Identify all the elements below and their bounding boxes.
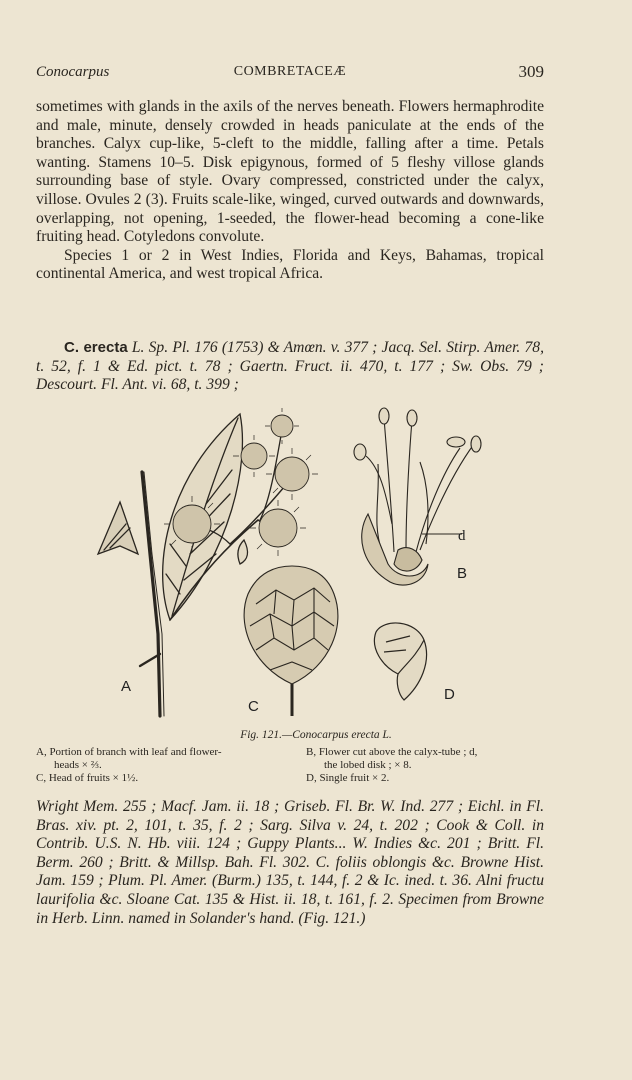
desc-line: Flowers hermaphrodite and male, minute, densely crowded in: [36, 98, 545, 134]
description-text: [36, 98, 544, 247]
legend-b: B, Flower cut above the calyx-tube ; d,: [306, 746, 478, 758]
flower-head: [173, 505, 211, 543]
figure-label-disk: d: [458, 528, 466, 544]
species-distribution: Species 1 or 2 in West Indies, Florida and Keys, Bahamas, tropical continental America, and west tropical Africa.: [36, 246, 544, 283]
figure-legend-right: [306, 746, 546, 785]
flower-section: [354, 408, 481, 585]
figure-label-a: A: [121, 678, 132, 695]
flower-head: [275, 457, 309, 491]
fruit-cone: [244, 566, 338, 716]
desc-line: 1-seeded, the flower-head becoming a cone-like fruiting head.: [36, 209, 545, 246]
legend-a: A, Portion of branch with leaf and flower-: [36, 746, 222, 758]
figure-legend-left: [36, 746, 276, 785]
figure-caption: Fig. 121.—Conocarpus erecta L.: [240, 729, 392, 741]
desc-line: Stamens 10–5. Disk epigynous, formed of 5 fleshy villose: [98, 153, 504, 171]
legend-c: C, Head of fruits × 1½.: [36, 772, 139, 784]
page-number: 309: [518, 62, 544, 81]
legend-a-cont: heads × ⅔.: [54, 759, 102, 771]
desc-line: heads paniculate at the ends of the branches. Calyx cup-like,: [36, 116, 544, 153]
running-header: [36, 62, 544, 84]
flower-head: [259, 509, 297, 547]
single-fruit: [374, 623, 426, 700]
desc-line: under the calyx, villose. Ovules 2 (3). Fruits scale-like, winged,: [36, 172, 544, 208]
flower-head: [271, 415, 293, 437]
flower-head: [241, 443, 267, 469]
genus-description: [36, 98, 544, 284]
species-citation: L. Sp. Pl. 176 (1753) & Amœn. v. 377 ; Jacq. Sel. Stirp. Amer. 78, t. 52, f. 1 & Ed. pict. t. 78 ; Gaertn. Fruct. ii. 470, t. 177 ; Sw. Obs. 79 ; Descourt. Fl. Ant. vi. 68, t. 399 ;: [36, 339, 544, 394]
desc-line: sometimes with glands in the axils of the nerves beneath.: [36, 98, 399, 115]
header-family: COMBRETACEÆ: [233, 64, 347, 79]
species-references: Wright Mem. 255 ; Macf. Jam. ii. 18 ; Griseb. Fl. Br. W. Ind. 277 ; Eichl. in Fl. Bras. xiv. pt. 2, 101, t. 35, f. 2 ; Sarg. Silva v. 24, t. 202 ; Cook & Coll. in Contrib. U.S. N. Hb. viii. 124 ; Guppy Plants... W. Indies &c. 201 ; Britt. Fl. Berm. 260 ; Britt. & Millsp. Bah. Fl. 302. C. foliis oblongis &c. Browne Hist. Jam. 159 ; Plum. Pl. Amer. (Burm.) 135, t. 144, f. 2 & Ic. ined. t. 36. Alni fructu laurifolia &c. Sloane Cat. 135 & Hist. ii. 18, t. 161, f. 2. Specimen from Browne in Herb. Linn. named in Solander's hand. (Fig. 121.): [36, 798, 544, 927]
figure-label-b: B: [457, 565, 468, 582]
desc-line: curved outwards and downwards, overlapping, not opening,: [36, 190, 544, 227]
desc-line: Cotyledons convolute.: [123, 228, 265, 246]
species-entry: [36, 339, 544, 395]
branch-bud: [98, 502, 138, 554]
desc-line: glands surrounding base of style. Ovary compressed, constricted: [36, 153, 544, 190]
legend-d: D, Single fruit × 2.: [306, 772, 390, 784]
figure-label-d: D: [444, 686, 455, 703]
figure-label-c: C: [248, 698, 259, 715]
species-name: C. erecta: [64, 339, 128, 356]
botanical-illustration: [80, 404, 560, 724]
desc-line: 5-cleft to the middle, falling after a time. Petals wanting.: [36, 135, 544, 171]
header-genus: Conocarpus: [36, 64, 110, 80]
legend-b-cont: the lobed disk ; × 8.: [324, 759, 412, 771]
